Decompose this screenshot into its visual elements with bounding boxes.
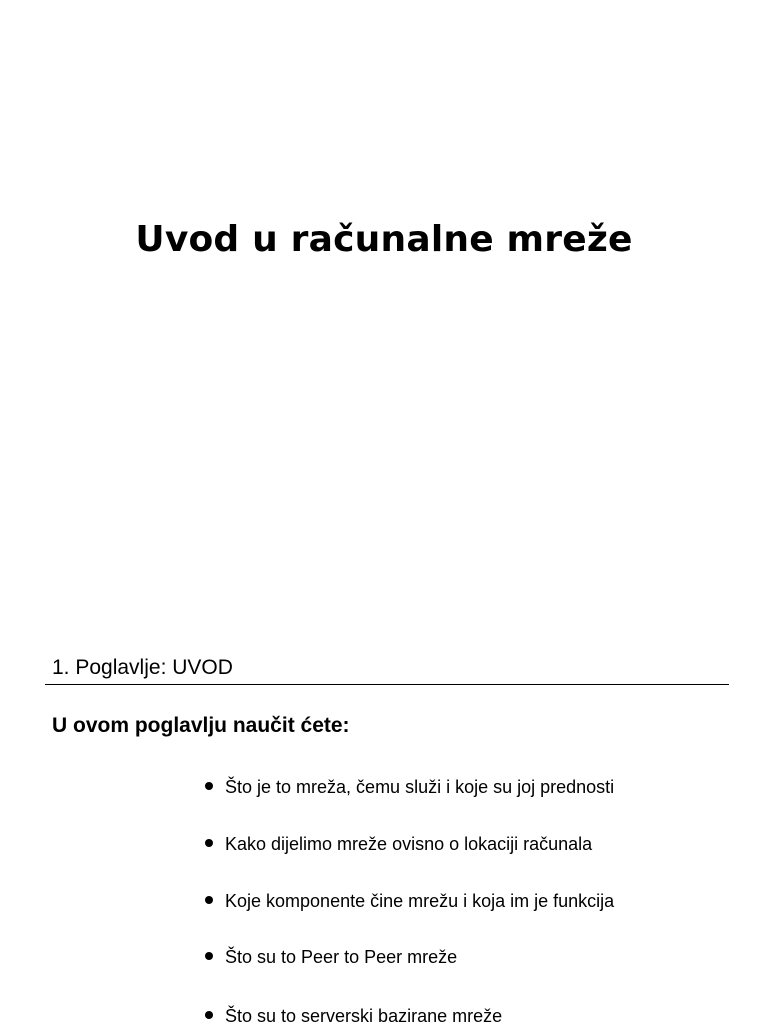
bullet-icon: [205, 1011, 213, 1019]
document-title: Uvod u računalne mreže: [135, 219, 633, 260]
list-item: [205, 890, 614, 912]
chapter-divider: [45, 684, 729, 685]
list-item-text: Što su to serverski bazirane mreže: [225, 1006, 503, 1026]
list-item-text: Kako dijelimo mreže ovisno o lokaciji računala: [225, 834, 593, 854]
bullet-icon: [205, 952, 213, 960]
list-item-text: Koje komponente čine mrežu i koja im je funkcija: [225, 891, 615, 911]
chapter-heading: 1. Poglavlje: UVOD: [52, 656, 233, 679]
list-item: [205, 946, 457, 968]
learning-objectives-heading: U ovom poglavlju naučit ćete:: [52, 714, 350, 737]
list-item: [205, 776, 614, 798]
list-item-text: Što su to Peer to Peer mreže: [225, 947, 458, 967]
bullet-icon: [205, 839, 213, 847]
list-item-text: Što je to mreža, čemu služi i koje su joj prednosti: [225, 777, 615, 797]
bullet-icon: [205, 782, 213, 790]
bullet-icon: [205, 896, 213, 904]
list-item: [205, 833, 592, 855]
